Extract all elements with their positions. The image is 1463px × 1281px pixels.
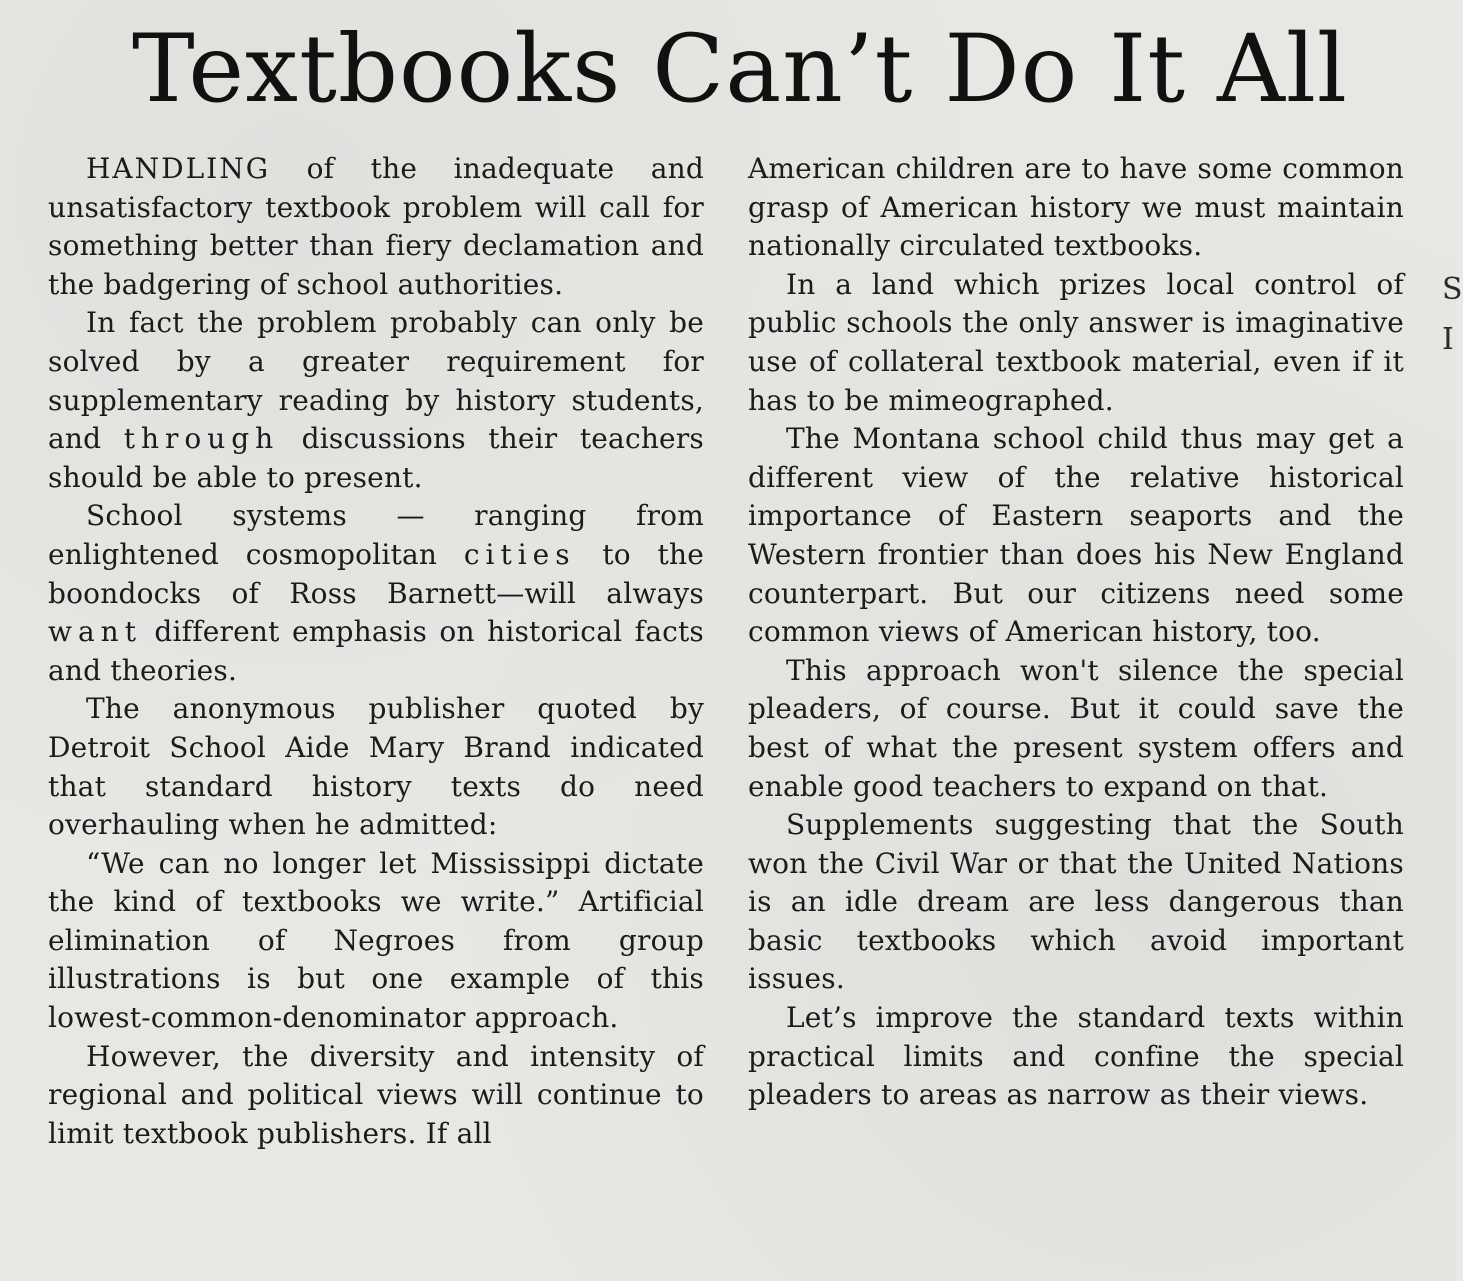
paragraph-1 — [48, 150, 704, 304]
paragraph-3-text-a: School systems — ranging from enlightened cosmopolitan — [48, 499, 704, 571]
paragraph-11: Supplements suggesting that the South won the Civil War or that the United Nations is an idle dream are less dangerous than basic textbooks which avoid important issues. — [748, 808, 1404, 996]
paragraph-3-spaced-word-2: want — [48, 615, 142, 649]
paragraph-2-spaced-word: through — [123, 422, 280, 456]
lead-word: HANDLING — [86, 152, 271, 185]
paragraph-3-text-c: different emphasis on historical facts and theories. — [48, 615, 704, 687]
paragraph-1-text: of the inadequate and unsatisfactory textbook problem will call for something better than fiery declamation and the badgering of school authorities. — [48, 152, 704, 301]
paragraph-2-text-a: In fact the problem probably can only be solved by a greater requirement for supplementary reading by history students, and — [48, 306, 704, 456]
adjacent-column-fragment-1: S — [1442, 272, 1463, 307]
article-headline: Textbooks Can’t Do It All — [132, 15, 1348, 124]
paragraph-9: The Montana school child thus may get a different view of the relative historical importance of Eastern seaports and the Western frontier than does his New England counterpart. But our citizens need some common views of American history, too. — [748, 422, 1404, 649]
article-column-right — [748, 150, 1404, 1115]
paragraph-2-text-b: discussions their teachers should be able to present. — [48, 422, 704, 494]
paragraph-10: This approach won't silence the special pleaders, of course. But it could save the best of what the present system offers and enable good teachers to expand on that. — [748, 653, 1404, 803]
adjacent-column-fragment-2: I — [1442, 322, 1454, 357]
paragraph-7-continued: American children are to have some common grasp of American history we must maintain nationally circulated textbooks. — [748, 152, 1404, 263]
paragraph-6: However, the diversity and intensity of regional and political views will continue to limit textbook publishers. If all — [48, 1039, 704, 1150]
paragraph-8: In a land which prizes local control of public schools the only answer is imaginative use of collateral textbook material, even if it has to be mimeographed. — [748, 267, 1404, 417]
paragraph-3-text-b: to the boondocks of Ross Barnett—will always — [48, 537, 705, 610]
paragraph-3-spaced-word-1: cities — [463, 537, 576, 571]
paragraph-2 — [48, 304, 704, 497]
paragraph-12: Let’s improve the standard texts within practical limits and confine the special pleaders to areas as narrow as their views. — [748, 1001, 1404, 1112]
paragraph-5: “We can no longer let Mississippi dictate the kind of textbooks we write.” Artificial elimination of Negroes from group illustrations is but one example of this lowest-common-denominator approach. — [48, 846, 704, 1035]
article-column-left — [48, 150, 704, 1153]
paragraph-3 — [48, 497, 704, 690]
paragraph-4: The anonymous publisher quoted by Detroit School Aide Mary Brand indicated that standard history texts do need overhauling when he admitted: — [48, 692, 704, 842]
